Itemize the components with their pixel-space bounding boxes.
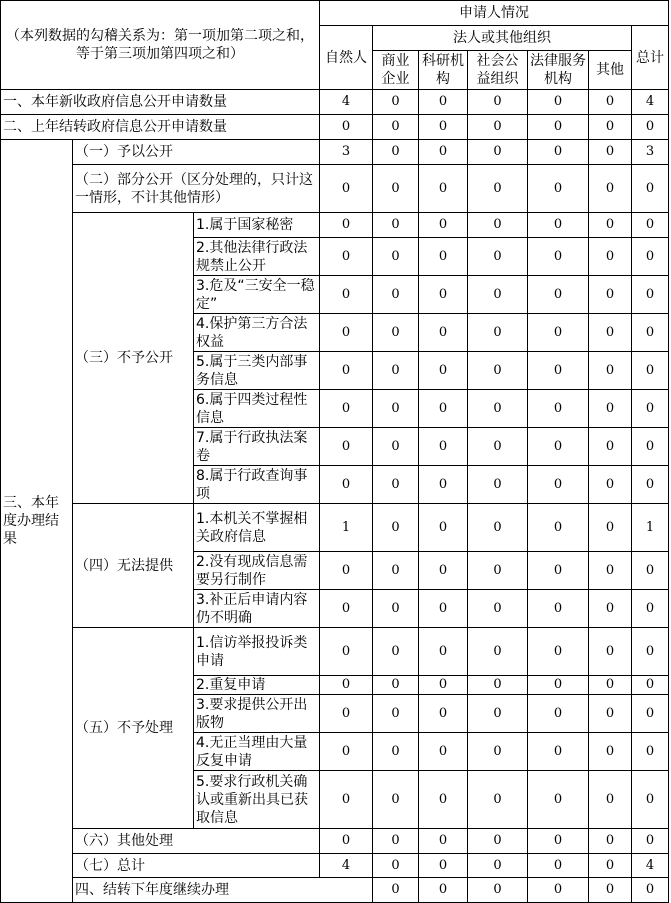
cell-social-welfare: 0 xyxy=(468,428,528,466)
cell-research: 0 xyxy=(419,238,468,276)
header-applicant-situation: 申请人情况 xyxy=(320,1,669,26)
cell-other: 0 xyxy=(632,878,669,903)
cell-research: 0 xyxy=(419,771,468,829)
cell-research: 0 xyxy=(419,590,468,628)
cell-natural-person: 0 xyxy=(320,428,373,466)
header-social-welfare: 社会公益组织 xyxy=(468,51,528,90)
cell-research: 0 xyxy=(419,90,468,115)
header-legal-person-group: 法人或其他组织 xyxy=(373,26,632,51)
cell-natural-person: 0 xyxy=(320,771,373,829)
cell-legal-service: 0 xyxy=(528,140,589,165)
cell-legal-service: 0 xyxy=(528,314,589,352)
cell-social-welfare: 0 xyxy=(468,238,528,276)
cell-total: 0 xyxy=(632,466,669,504)
cell-other: 0 xyxy=(589,854,632,878)
cell-natural-person: 0 xyxy=(320,695,373,733)
cell-other: 0 xyxy=(589,213,632,238)
cell-other: 0 xyxy=(589,466,632,504)
cell-natural-person: 4 xyxy=(320,90,373,115)
cell-social-welfare: 0 xyxy=(468,552,528,590)
cell-research: 0 xyxy=(419,552,468,590)
cell-commercial: 0 xyxy=(373,165,419,213)
subitem-label: 4.保护第三方合法权益 xyxy=(194,314,320,352)
cell-research: 0 xyxy=(419,854,468,878)
cell-social-welfare: 0 xyxy=(468,590,528,628)
cell-total: 0 xyxy=(632,552,669,590)
cell-total: 0 xyxy=(632,213,669,238)
cell-total: 0 xyxy=(632,695,669,733)
table-row-g3-1 xyxy=(1,213,669,238)
cell-commercial: 0 xyxy=(373,695,419,733)
cell-social-welfare: 0 xyxy=(468,466,528,504)
subitem-label: 6.属于四类过程性信息 xyxy=(194,390,320,428)
cell-natural-person: 0 xyxy=(320,676,373,695)
cell-research: 0 xyxy=(419,352,468,390)
section-3-label: 三、本年度办理结果 xyxy=(1,140,73,903)
header-research: 科研机构 xyxy=(419,51,468,90)
cell-total: 0 xyxy=(632,733,669,771)
cell-research: 0 xyxy=(419,466,468,504)
table-row-g6 xyxy=(1,829,669,854)
subitem-label: 1.本机关不掌握相关政府信息 xyxy=(194,504,320,552)
cell-commercial: 0 xyxy=(373,829,419,854)
row-label: （六）其他处理 xyxy=(73,829,320,854)
cell-natural-person: 0 xyxy=(320,628,373,676)
cell-research: 0 xyxy=(419,165,468,213)
cell-legal-service: 0 xyxy=(528,352,589,390)
subitem-label: 7.属于行政执法案卷 xyxy=(194,428,320,466)
header-other: 其他 xyxy=(589,51,632,90)
cell-other: 0 xyxy=(589,676,632,695)
cell-total: 1 xyxy=(632,504,669,552)
subitem-label: 4.无正当理由大量反复申请 xyxy=(194,733,320,771)
cell-legal-service: 0 xyxy=(528,165,589,213)
cell-natural-person: 0 xyxy=(320,115,373,140)
cell-natural-person: 0 xyxy=(320,590,373,628)
cell-total: 0 xyxy=(632,276,669,314)
cell-social-welfare: 0 xyxy=(468,628,528,676)
table-row-s4 xyxy=(1,878,669,903)
table-row-g7 xyxy=(1,854,669,878)
cell-commercial: 0 xyxy=(373,428,419,466)
group-label: （四）无法提供 xyxy=(73,504,194,628)
cell-commercial: 0 xyxy=(373,115,419,140)
cell-commercial: 0 xyxy=(373,771,419,829)
cell-research: 0 xyxy=(419,276,468,314)
cell-other: 0 xyxy=(589,504,632,552)
header-total: 总计 xyxy=(632,26,669,90)
cell-legal-service: 0 xyxy=(528,628,589,676)
subitem-label: 1.信访举报投诉类申请 xyxy=(194,628,320,676)
cell-commercial: 0 xyxy=(373,238,419,276)
cell-legal-service: 0 xyxy=(528,552,589,590)
cell-social-welfare: 0 xyxy=(468,676,528,695)
cell-commercial: 0 xyxy=(373,314,419,352)
cell-other: 0 xyxy=(589,314,632,352)
cell-legal-service: 0 xyxy=(528,733,589,771)
cell-legal-service: 0 xyxy=(528,276,589,314)
subitem-label: 1.属于国家秘密 xyxy=(194,213,320,238)
cell-total: 0 xyxy=(632,314,669,352)
cell-research: 0 xyxy=(419,829,468,854)
group-label: （五）不予处理 xyxy=(73,628,194,829)
subitem-label: 8.属于行政查询事项 xyxy=(194,466,320,504)
cell-commercial: 0 xyxy=(373,590,419,628)
cell-total: 0 xyxy=(632,628,669,676)
cell-natural-person: 0 xyxy=(320,238,373,276)
table-row-g1 xyxy=(1,140,669,165)
cell-social-welfare: 0 xyxy=(468,854,528,878)
table-row-s1 xyxy=(1,90,669,115)
cell-legal-service: 0 xyxy=(528,590,589,628)
cell-other: 0 xyxy=(589,90,632,115)
cell-total: 0 xyxy=(632,771,669,829)
cell-legal-service: 0 xyxy=(528,213,589,238)
cell-other: 0 xyxy=(589,276,632,314)
cell-research: 0 xyxy=(419,628,468,676)
cell-commercial: 0 xyxy=(373,676,419,695)
header-natural-person: 自然人 xyxy=(320,26,373,90)
cell-natural-person: 4 xyxy=(320,854,373,878)
cell-research: 0 xyxy=(419,695,468,733)
cell-natural-person: 0 xyxy=(320,466,373,504)
cell-legal-service: 0 xyxy=(528,466,589,504)
subitem-label: 5.属于三类内部事务信息 xyxy=(194,352,320,390)
header-commercial: 商业企业 xyxy=(373,51,419,90)
cell-social-welfare: 0 xyxy=(468,90,528,115)
cell-social-welfare: 0 xyxy=(468,504,528,552)
cell-commercial: 0 xyxy=(373,90,419,115)
cell-other: 0 xyxy=(589,552,632,590)
subitem-label: 2.其他法律行政法规禁止公开 xyxy=(194,238,320,276)
subitem-label: 2.重复申请 xyxy=(194,676,320,695)
cell-commercial: 0 xyxy=(373,276,419,314)
cell-commercial: 0 xyxy=(419,878,468,903)
cell-total: 0 xyxy=(632,428,669,466)
cell-legal-service: 0 xyxy=(528,504,589,552)
cell-other: 0 xyxy=(589,115,632,140)
cell-legal-service: 0 xyxy=(589,878,632,903)
row-label: （一）予以公开 xyxy=(73,140,320,165)
cell-legal-service: 0 xyxy=(528,390,589,428)
cell-natural-person: 0 xyxy=(320,165,373,213)
cell-research: 0 xyxy=(468,878,528,903)
cell-natural-person: 0 xyxy=(320,552,373,590)
cell-other: 0 xyxy=(589,628,632,676)
cell-legal-service: 0 xyxy=(528,829,589,854)
cell-legal-service: 0 xyxy=(528,676,589,695)
cell-social-welfare: 0 xyxy=(468,352,528,390)
table-row-g2 xyxy=(1,165,669,213)
cell-total: 4 xyxy=(632,90,669,115)
row-label: 一、本年新收政府信息公开申请数量 xyxy=(1,90,320,115)
cell-other: 0 xyxy=(589,390,632,428)
header-legal-service: 法律服务机构 xyxy=(528,51,589,90)
cell-natural-person: 0 xyxy=(320,352,373,390)
row-label: （七）总计 xyxy=(73,854,320,878)
cell-other: 0 xyxy=(589,590,632,628)
cell-natural-person: 0 xyxy=(320,314,373,352)
cell-legal-service: 0 xyxy=(528,695,589,733)
cell-other: 0 xyxy=(589,428,632,466)
cell-natural-person: 0 xyxy=(320,733,373,771)
cell-total: 0 xyxy=(632,829,669,854)
cell-social-welfare: 0 xyxy=(468,733,528,771)
cell-legal-service: 0 xyxy=(528,90,589,115)
cell-commercial: 0 xyxy=(373,854,419,878)
cell-natural-person: 0 xyxy=(320,390,373,428)
cell-total: 0 xyxy=(632,238,669,276)
subitem-label: 3.危及“三安全一稳定” xyxy=(194,276,320,314)
cell-commercial: 0 xyxy=(373,140,419,165)
cell-other: 0 xyxy=(589,733,632,771)
cell-legal-service: 0 xyxy=(528,428,589,466)
cell-other: 0 xyxy=(589,695,632,733)
cell-natural-person: 0 xyxy=(320,829,373,854)
cell-commercial: 0 xyxy=(373,352,419,390)
row-label: 四、结转下年度继续办理 xyxy=(73,878,373,903)
cell-total: 0 xyxy=(632,590,669,628)
cell-other: 0 xyxy=(589,829,632,854)
cell-total: 0 xyxy=(632,352,669,390)
cell-social-welfare: 0 xyxy=(468,276,528,314)
cell-legal-service: 0 xyxy=(528,854,589,878)
cell-research: 0 xyxy=(419,140,468,165)
cell-legal-service: 0 xyxy=(528,115,589,140)
cell-natural-person: 1 xyxy=(320,504,373,552)
cell-research: 0 xyxy=(419,213,468,238)
cell-commercial: 0 xyxy=(373,504,419,552)
cell-commercial: 0 xyxy=(373,466,419,504)
cell-total: 4 xyxy=(632,854,669,878)
subitem-label: 5.要求行政机关确认或重新出具已获取信息 xyxy=(194,771,320,829)
cell-natural-person: 3 xyxy=(320,140,373,165)
table-row-g5-1 xyxy=(1,628,669,676)
cell-total: 0 xyxy=(632,165,669,213)
cell-research: 0 xyxy=(419,115,468,140)
cell-social-welfare: 0 xyxy=(468,314,528,352)
cell-research: 0 xyxy=(419,314,468,352)
cell-social-welfare: 0 xyxy=(468,695,528,733)
cell-other: 0 xyxy=(589,352,632,390)
cell-social-welfare: 0 xyxy=(468,390,528,428)
cell-total: 0 xyxy=(632,390,669,428)
cell-commercial: 0 xyxy=(373,628,419,676)
cell-legal-service: 0 xyxy=(528,238,589,276)
cell-social-welfare: 0 xyxy=(468,829,528,854)
cell-other: 0 xyxy=(589,140,632,165)
cell-commercial: 0 xyxy=(373,733,419,771)
cell-commercial: 0 xyxy=(373,213,419,238)
cell-other: 0 xyxy=(589,238,632,276)
cell-legal-service: 0 xyxy=(528,771,589,829)
cell-commercial: 0 xyxy=(373,552,419,590)
cell-natural-person: 0 xyxy=(373,878,419,903)
group-label: （三）不予公开 xyxy=(73,213,194,504)
subitem-label: 3.补正后申请内容仍不明确 xyxy=(194,590,320,628)
cell-other: 0 xyxy=(589,165,632,213)
subitem-label: 2.没有现成信息需要另行制作 xyxy=(194,552,320,590)
cell-social-welfare: 0 xyxy=(468,213,528,238)
cell-social-welfare: 0 xyxy=(528,878,589,903)
cell-commercial: 0 xyxy=(373,390,419,428)
cell-research: 0 xyxy=(419,390,468,428)
subitem-label: 3.要求提供公开出版物 xyxy=(194,695,320,733)
row-label: （二）部分公开（区分处理的，只计这一情形，不计其他情形） xyxy=(73,165,320,213)
cell-social-welfare: 0 xyxy=(468,115,528,140)
row-label: 二、上年结转政府信息公开申请数量 xyxy=(1,115,320,140)
cell-social-welfare: 0 xyxy=(468,771,528,829)
cell-research: 0 xyxy=(419,733,468,771)
cell-research: 0 xyxy=(419,428,468,466)
table-row-g4-1 xyxy=(1,504,669,552)
cell-total: 3 xyxy=(632,140,669,165)
cell-natural-person: 0 xyxy=(320,276,373,314)
cell-other: 0 xyxy=(589,771,632,829)
cell-social-welfare: 0 xyxy=(468,165,528,213)
cell-total: 0 xyxy=(632,676,669,695)
cell-research: 0 xyxy=(419,676,468,695)
table-note: （本列数据的勾稽关系为：第一项加第二项之和，等于第三项加第四项之和） xyxy=(1,1,320,90)
cell-social-welfare: 0 xyxy=(468,140,528,165)
cell-natural-person: 0 xyxy=(320,213,373,238)
table-row-s2 xyxy=(1,115,669,140)
cell-total: 0 xyxy=(632,115,669,140)
cell-research: 0 xyxy=(419,504,468,552)
